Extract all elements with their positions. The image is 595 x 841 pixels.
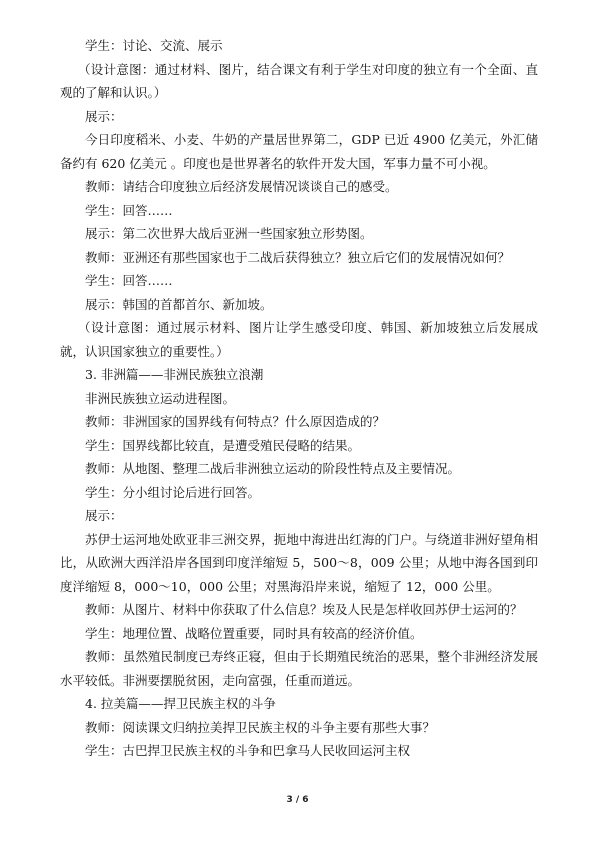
paragraph: 学生：地理位置、战略位置重要，同时具有较高的经济价值。 bbox=[85, 625, 423, 641]
paragraph: 教师：虽然殖民制度已寿终正寝，但由于长期殖民统治的恶果，整个非洲经济发展水平较低。非洲要摆脱贫困，走向富强，任重而道远。 bbox=[60, 649, 538, 688]
paragraph: 教师：非洲国家的国界线有何特点？什么原因造成的？ bbox=[85, 414, 386, 429]
paragraph: 教师：阅读课文归纳拉美捍卫民族主权的斗争主要有那些大事？ bbox=[85, 719, 436, 735]
section-heading: 4. 拉美篇——捍卫民族主权的斗争 bbox=[85, 696, 276, 711]
design-intent-paragraph: （设计意图：通过材料、图片，结合课文有利于学生对印度的独立有一个全面、直观的了解和认识。） bbox=[60, 61, 538, 100]
paragraph: 学生：回答…… bbox=[85, 273, 173, 288]
paragraph: 教师：从地图、整理二战后非洲独立运动的阶段性特点及主要情况。 bbox=[85, 461, 461, 476]
paragraph: 学生：古巴捍卫民族主权的斗争和巴拿马人民收回运河主权 bbox=[85, 743, 411, 758]
page-number: 3 / 6 bbox=[286, 795, 309, 805]
paragraph: 非洲民族独立运动进程图。 bbox=[85, 390, 236, 406]
paragraph: 教师：亚洲还有那些国家也于二战后获得独立？独立后它们的发展情况如何？ bbox=[85, 249, 511, 265]
paragraph: 展示： bbox=[85, 508, 123, 523]
paragraph: 学生：回答…… bbox=[85, 202, 173, 218]
section-heading: 3. 非洲篇——非洲民族独立浪潮 bbox=[85, 367, 264, 382]
paragraph: 学生：国界线都比较直，是遭受殖民侵略的结果。 bbox=[85, 437, 361, 453]
paragraph: 教师：请结合印度独立后经济发展情况谈谈自己的感受。 bbox=[85, 179, 398, 194]
paragraph: 展示：第二次世界大战后亚洲一些国家独立形势图。 bbox=[85, 226, 373, 241]
paragraph: 教师：从图片、材料中你获取了什么信息？埃及人民是怎样收回苏伊士运河的？ bbox=[85, 602, 523, 617]
paragraph: 苏伊士运河地处欧亚非三洲交界，扼地中海进出红海的门户。与绕道非洲好望角相比，从欧洲大西洋沿岸各国到印度洋缩短 5，500～8，009 公里；从地中海各国到印度洋缩短 8，000～10，000 公里；对黑海沿岸来说，缩短了 12，000 公里。 bbox=[60, 531, 538, 594]
paragraph: 展示：韩国的首都首尔、新加坡。 bbox=[85, 296, 273, 312]
paragraph: 学生：分小组讨论后进行回答。 bbox=[85, 484, 261, 500]
paragraph: 今日印度稻米、小麦、牛奶的产量居世界第二，GDP 已近 4900 亿美元，外汇储备约有 620 亿美元 。印度也是世界著名的软件开发大国，军事力量不可小视。 bbox=[60, 132, 538, 171]
paragraph: 展示： bbox=[85, 108, 123, 124]
page-content bbox=[60, 34, 538, 763]
paragraph: 学生：讨论、交流、展示 bbox=[85, 38, 223, 53]
design-intent-paragraph: （设计意图：通过展示材料、图片让学生感受印度、韩国、新加坡独立后发展成就，认识国家独立的重要性。） bbox=[60, 320, 538, 359]
